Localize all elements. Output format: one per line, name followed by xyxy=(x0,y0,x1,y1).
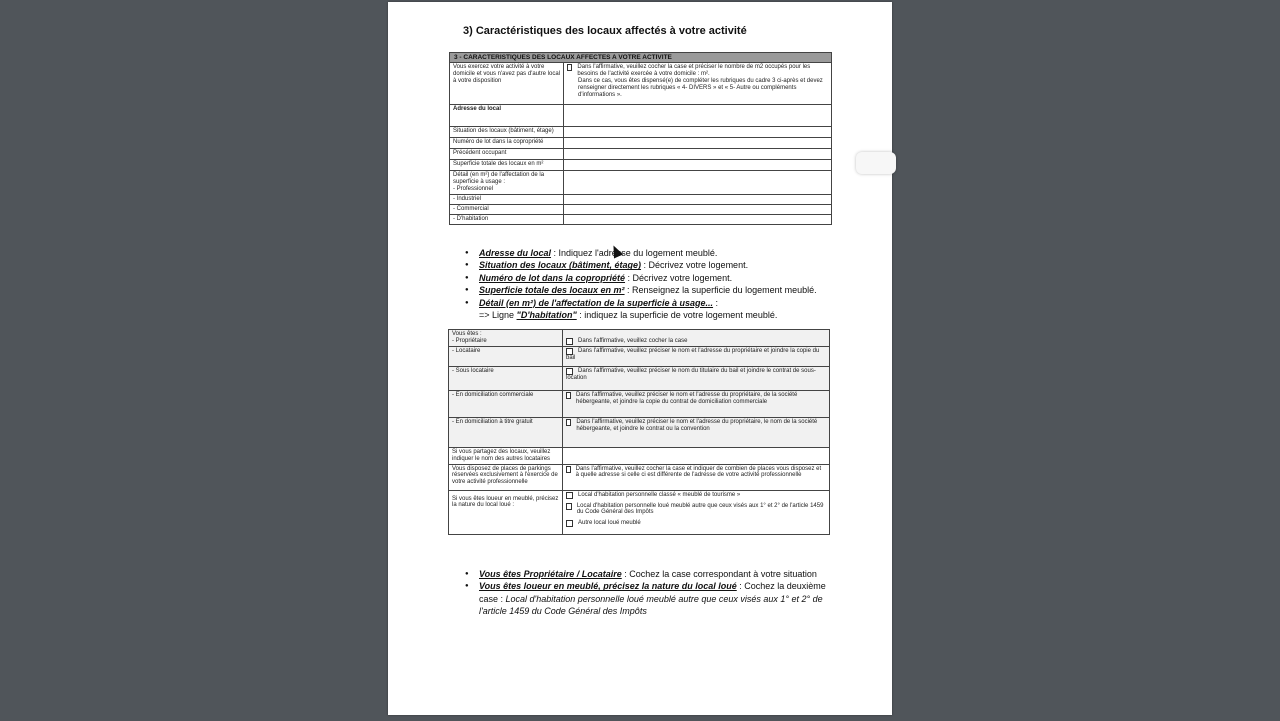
parking-cell xyxy=(563,464,830,490)
comm-label: - Commercial xyxy=(450,205,564,215)
dom-comm-text: Dans l'affirmative, veuillez préciser le nom et l'adresse du propriétaire, de la société hébergeante, et joindre la copie du contrat de domiciliation commerciale xyxy=(576,391,798,405)
precedent-label: Précédent occupant xyxy=(450,149,564,160)
list-item: ● Situation des locaux (bâtiment, étage) : Décrivez votre logement. xyxy=(465,259,845,271)
list-subitem: => Ligne "D'habitation" : indiquez la superficie de votre logement meublé. xyxy=(479,310,778,321)
dom-comm-cell xyxy=(563,390,830,417)
sous-locataire-text: Dans l'affirmative, veuillez préciser le nom du titulaire du bail et joindre le contrat de sous-location xyxy=(566,367,816,381)
partage-field[interactable] xyxy=(563,447,830,464)
list-item: ● Détail (en m²) de l'affectation de la superficie à usage... : xyxy=(465,297,845,309)
locataire-checkbox[interactable] xyxy=(566,348,573,355)
statut-table xyxy=(448,329,830,535)
opt1-text: Local d'habitation personnelle classé « meublé de tourisme » xyxy=(578,491,741,498)
domicile-cell xyxy=(564,63,832,105)
sous-locataire-cell xyxy=(563,366,830,390)
sous-locataire-label: - Sous locataire xyxy=(449,366,563,390)
situation-label: Situation des locaux (bâtiment, étage) xyxy=(450,127,564,138)
dom-grat-checkbox[interactable] xyxy=(566,419,571,426)
habit-label: - D'habitation xyxy=(450,214,564,224)
domicile-text2: Dans ce cas, vous êtes dispensé(e) de compléter les rubriques du cadre 3 ci-après et devez renseigner directement les rubriques « 4- DIVERS » et « 5- Autre ou compléments d'informations ». xyxy=(578,78,823,99)
sous-locataire-checkbox[interactable] xyxy=(566,368,573,375)
locataire-cell xyxy=(563,346,830,366)
proprietaire-text: Dans l'affirmative, veuillez cocher la case xyxy=(578,337,688,344)
section-heading: 3) Caractéristiques des locaux affectés à votre activité xyxy=(463,25,747,37)
partage-label: Si vous partagez des locaux, veuillez indiquer le nom des autres locataires xyxy=(449,447,563,464)
list-item: ● Numéro de lot dans la copropriété : Décrivez votre logement. xyxy=(465,272,845,284)
parking-checkbox[interactable] xyxy=(566,466,571,473)
domicile-text1: Dans l'affirmative, veuillez cocher la case et préciser le nombre de m2 occupés pour les besoins de l'activité exercée à votre domicile : m². xyxy=(577,64,811,78)
domicile-checkbox[interactable] xyxy=(567,64,572,71)
opt1-checkbox[interactable] xyxy=(566,492,573,499)
parking-text: Dans l'affirmative, veuillez cocher la case et indiquer de combien de places vous disposez et à quelle adresse si celle ci est différente de l'adresse de votre activité professionnelle xyxy=(575,465,822,479)
opt3-text: Autre local loué meublé xyxy=(578,520,641,527)
adresse-field[interactable] xyxy=(564,105,832,127)
dom-grat-text: Dans l'affirmative, veuillez préciser le nom et l'adresse du propriétaire, le nom de la société hébergeante, et joindre le contrat ou la convention xyxy=(576,418,818,432)
numero-lot-field[interactable] xyxy=(564,138,832,149)
opt3-checkbox[interactable] xyxy=(566,520,573,527)
proprietaire-label: - Propriétaire xyxy=(452,337,487,344)
locaux-table xyxy=(449,52,832,225)
dom-comm-label: - En domiciliation commerciale xyxy=(449,390,563,417)
vous-etes-label: Vous êtes : xyxy=(452,331,482,337)
locataire-label: - Locataire xyxy=(449,346,563,366)
domicile-label: Vous exercez votre activité à votre domicile et vous n'avez pas d'autre local à votre disposition xyxy=(450,63,564,105)
opt2-text: Local d'habitation personnelle loué meublé autre que ceux visés aux 1° et 2° de l'article 1459 du Code Général des Impôts xyxy=(576,502,824,516)
list-item: ● Adresse du local : Indiquez l'adresse du logement meublé. xyxy=(465,247,845,259)
superficie-label: Superficie totale des locaux en m² xyxy=(450,160,564,171)
precedent-field[interactable] xyxy=(564,149,832,160)
opt2-checkbox[interactable] xyxy=(566,503,572,510)
instructions-list-1 xyxy=(465,247,845,321)
instructions-list-2 xyxy=(465,568,845,618)
vous-etes-cell xyxy=(449,330,563,347)
pro-label: - Professionnel xyxy=(453,186,494,193)
habit-field[interactable] xyxy=(564,214,832,224)
dom-comm-checkbox[interactable] xyxy=(566,392,571,399)
table-header: 3 - CARACTERISTIQUES DES LOCAUX AFFECTES A VOTRE ACTIVITE xyxy=(450,53,832,63)
list-item: ● Vous êtes loueur en meublé, précisez la nature du local loué : Cochez la deuxième case : Local d'habitation personnelle loué meublé autre que ceux visés aux 1° et 2° de l'article 1459 du Code Général des Impôts xyxy=(465,580,845,617)
detail-cell xyxy=(450,171,564,195)
comm-field[interactable] xyxy=(564,205,832,215)
proprietaire-checkbox[interactable] xyxy=(566,338,573,345)
dom-grat-cell xyxy=(563,417,830,447)
pro-field[interactable] xyxy=(564,171,832,195)
list-item: ● Vous êtes Propriétaire / Locataire : Cochez la case correspondant à votre situation xyxy=(465,568,845,580)
numero-lot-label: Numéro de lot dans la copropriété xyxy=(450,138,564,149)
indus-field[interactable] xyxy=(564,195,832,205)
loueur-cell xyxy=(563,490,830,534)
proprietaire-cell xyxy=(563,330,830,347)
loueur-label: Si vous êtes loueur en meublé, précisez la nature du local loué : xyxy=(449,490,563,534)
dom-grat-label: - En domiciliation à titre gratuit xyxy=(449,417,563,447)
list-item: ● Superficie totale des locaux en m² : Renseignez la superficie du logement meublé. xyxy=(465,284,845,296)
detail-label: Détail (en m²) de l'affectation de la superficie à usage : xyxy=(453,172,545,186)
situation-field[interactable] xyxy=(564,127,832,138)
indus-label: - Industriel xyxy=(450,195,564,205)
superficie-field[interactable] xyxy=(564,160,832,171)
side-panel-tab[interactable] xyxy=(856,152,896,174)
adresse-label: Adresse du local xyxy=(450,105,564,127)
parking-label: Vous disposez de places de parkings réservées exclusivement à l'exercice de votre activité professionnelle xyxy=(449,464,563,490)
locataire-text: Dans l'affirmative, veuillez préciser le nom et l'adresse du propriétaire et joindre la copie du bail xyxy=(566,347,820,361)
